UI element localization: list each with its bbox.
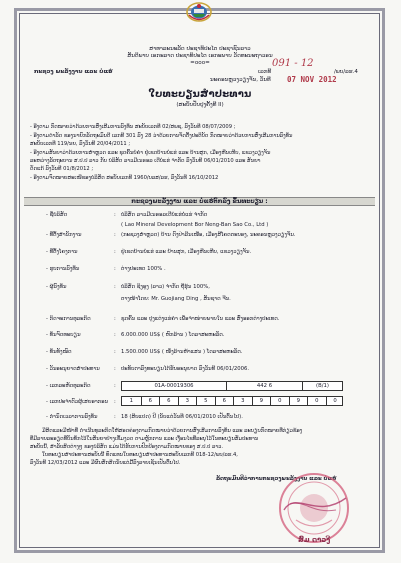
field-value: ຕາງໜ້າໂດຍ: Mr. Guojiang Ding , ສັນຊາດ ຈີນ. bbox=[121, 296, 231, 302]
field-colon: : bbox=[114, 399, 116, 405]
preamble-line: ສະບັບເລກທີ 119/ນຍ, ລົງວັນທີ 20/04/2011 ; bbox=[30, 141, 131, 147]
field-label: - ຜູ້ລົງທຶນ bbox=[46, 284, 67, 290]
tax-id-digit: 0 bbox=[326, 397, 344, 405]
field-value: (ກະຊວງສຳຫຼວດ) ບ້ານ ດົງປ່າລີນເໜືອ, ເມືອງສີໂຄດຕະບອງ, ນະຄອນຫຼວງວຽງຈັນ. bbox=[121, 232, 296, 238]
header-line-2: ສັນຕິພາບ ເອກະລາດ ປະຊາທິປະໄຕ ເອກະພາບ ວັດທະນະຖາວອນ bbox=[127, 53, 273, 59]
tax-id-digit: 9 bbox=[252, 397, 271, 405]
ministry-name: ກະຊວງ ພະລັງງານ ແລະ ບໍ່ແຮ່ bbox=[34, 69, 113, 75]
reg-code-label: - ເລກລະຫັດທຸລະກິດ bbox=[46, 383, 91, 389]
term-label: - ກໍານົດເວລາການລົງທຶນ bbox=[46, 414, 98, 420]
field-label: - ທີ່ຕັ້ງສໍານັກງານ bbox=[46, 232, 82, 238]
field-value: 1.500.000 US$ ( ໜຶ່ງລ້ານຫ້າແສນ ) ໂດລາສະຫະລັດ. bbox=[121, 349, 243, 355]
field-value: ບໍລິສັດ ຊິງອູງ (ລາວ) ຈໍາກັດ ຖືຮຸ້ນ 100%, bbox=[121, 284, 210, 290]
preamble-line: ດັດແກ້ ລົງວັນທີ 01/8/2012 ; bbox=[30, 166, 94, 172]
tax-id-digit: 6 bbox=[141, 397, 160, 405]
field-colon: : bbox=[114, 266, 116, 272]
tax-id-digit: 1 bbox=[129, 398, 133, 404]
place-date-label: ນະຄອນຫຼວງວຽງຈັນ, ວັນທີ bbox=[210, 77, 271, 83]
field-value: ປະທັບຕາລົງທະບຽນໄດ້ຮັບອະນຸຍາດ ລົງວັນທີ 06/01/2006. bbox=[121, 366, 250, 372]
tax-id-digit: 0 bbox=[270, 397, 289, 405]
field-colon: : bbox=[114, 332, 116, 338]
tax-id-digit: 6 bbox=[159, 397, 178, 405]
tax-id-digit: 6 bbox=[215, 397, 234, 405]
field-value: ຕ່າງປະເທດ 100% . bbox=[121, 266, 166, 272]
field-colon: : bbox=[114, 316, 116, 322]
closing-line: ທີ່ມີລາຍລະອຽດທີ່ບັນທຶກໄວ້ໃນສັນຍາຢ່າງເຂັ້ມງວດ ຕາມຫຼັກການ ແລະ ເງື່ອນໄຂທີ່ລະບຸໄວ້ໃນທະບຽນສັມປະທານ bbox=[30, 436, 259, 442]
closing-line: ມີສິດແລະມີໜ້າທີ່ ດໍາເນີນທຸລະກິດໃຫ້ສອດຄ່ອງຕາມກົດໝາຍວ່າດ້ວຍການສົ່ງເສີມການລົງທຶນ ແລະ ລະບຽບກົດໝາຍທີ່ກ່ຽວຂ້ອງ bbox=[42, 428, 303, 434]
signatory-name: ສົມ ດາວງີ bbox=[298, 536, 331, 544]
tax-id-digit: 0 bbox=[307, 397, 326, 405]
preamble-line: - ອີງຕາມສັນຍາວ່າດ້ວຍການສຳຫຼວດ ແລະ ຂຸດຄົ້ນບໍ່ຄໍາ ຢູ່ເຂດບ້ານບໍ່ແຮ່ ແລະ ບ້ານສຸກ, ເມືອງຫີນເຫີບ, ແຂວງວຽງຈັນ bbox=[30, 150, 271, 156]
field-colon: : bbox=[114, 349, 116, 355]
field-label: - ຮູບການລົງທຶນ bbox=[46, 266, 80, 272]
handwritten-number: 091 - 12 bbox=[272, 58, 314, 69]
field-colon: : bbox=[114, 249, 116, 255]
field-value: ( Lao Mineral Development Bor Neng-Ban Sao Co., Ltd ) bbox=[121, 222, 269, 228]
closing-line: ລົງວັນທີ 12/03/2012 ແລະ ມີຜົນສັກສິດນັບແຕ່ມື້ລົງລາຍເຊັນເປັນຕົ້ນໄປ. bbox=[30, 460, 181, 466]
signature-org: ລັດຖະມົນຕີວ່າການກະຊວງພະລັງງານ ແລະ ບໍ່ແຮ່ bbox=[216, 476, 337, 482]
field-label: - ກິດຈະການທຸລະກິດ bbox=[46, 316, 91, 322]
field-label: - ທຶນຈົດທະບຽນ bbox=[46, 332, 81, 338]
field-colon: : bbox=[114, 383, 116, 389]
field-colon: : bbox=[114, 232, 116, 238]
reg-code-cell: (B/1) bbox=[302, 382, 342, 390]
field-colon: : bbox=[114, 414, 116, 420]
document-subtitle: (ສະບັບປັບປຸງຄັ້ງທີ II) bbox=[176, 102, 224, 108]
field-label: - ທີ່ຕັ້ງໂຄງການ bbox=[46, 249, 78, 255]
field-label: - ທຶນທັງໝົດ bbox=[46, 349, 72, 355]
field-label: - ວັນອະນຸຍາດສຳປະທານ bbox=[46, 366, 100, 372]
preamble-line: - ອີງຕາມດໍາລັດ ຂອງນາຍົກລັດຖະມົນຕີ ເລກທີ 301 ລົງ 28 ວ່າດ້ວຍການຈັດຕັ້ງປະຕິບັດ ກົດໝາຍວ່າດ້ວຍການສົ່ງເສີມການລົງທຶນ bbox=[30, 133, 293, 139]
reg-code-cell: 442 6 bbox=[226, 382, 302, 390]
header-line-1: ສາທາລະນະລັດ ປະຊາທິປະໄຕ ປະຊາຊົນລາວ bbox=[149, 46, 251, 52]
number-suffix: /ພບ/ລຮ.4 bbox=[334, 69, 358, 75]
field-value: ບໍລິສັດ ລາວມີເນຣອລເດີບໍ່ແຮ່ບໍ່ແຮ່ ຈໍາກັດ bbox=[121, 212, 208, 218]
reg-code-box bbox=[121, 381, 343, 391]
document-title: ໃບທະບຽນສໍາປະທານ bbox=[148, 89, 252, 100]
field-label: - ຊື່ບໍລິສັດ bbox=[46, 212, 68, 218]
term-value: 18 (ສິບແປດ) ປີ (ນັບແຕ່ວັນທີ 06/01/2010 ເປັນຕົ້ນໄປ). bbox=[121, 414, 243, 420]
number-label: ເລກທີ bbox=[258, 69, 272, 75]
national-emblem-icon bbox=[183, 0, 215, 22]
tax-id-digit: 5 bbox=[196, 397, 215, 405]
header-line-3: =ooo= bbox=[190, 60, 210, 66]
field-value: ຂຸດຄົ້ນ ແລະ ປຸງແຕ່ງແຮ່ຄໍາ ເພື່ອຈໍາໜ່າຍພາຍໃນ ແລະ ສົ່ງອອກຕ່າງປະເທດ. bbox=[121, 316, 280, 322]
tax-id-digit: 3 bbox=[178, 397, 197, 405]
closing-line: ສະບັບນີ້, ສໍາລັບສິດຕ່າງໆ ຂອງບໍລິສັດ ແມ່ນໄດ້ຮັບການປົກປ້ອງຕາມກົດໝາຍຂອງ ສ.ປ.ປ ລາວ. bbox=[30, 444, 224, 450]
tax-id-box bbox=[121, 396, 343, 406]
field-colon: : bbox=[114, 212, 116, 218]
official-seal-icon bbox=[276, 470, 352, 546]
preamble-line: - ອີງຕາມຈົດໝາຍສະເໜີຂອງບໍລິສັດ ສະບັບເລກທີ 1960/ບລສ/ລຮ, ລົງວັນທີ 16/10/2012 bbox=[30, 175, 219, 181]
preamble-line: - ອີງຕາມ ກົດໝາຍວ່າດ້ວຍການສົ່ງເສີມການລົງທຶນ ສະບັບເລກທີ 02/ສພຊ, ລົງວັນທີ 08/07/2009 ; bbox=[30, 124, 236, 130]
field-colon: : bbox=[114, 366, 116, 372]
field-value: ຢູ່ເຂດບ້ານບໍ່ແຮ່ ແລະ ບ້ານສຸກ, ເມືອງຫີນເຫີບ, ແຂວງວຽງຈັນ. bbox=[121, 249, 252, 255]
date-stamp: 07 NOV 2012 bbox=[287, 75, 337, 84]
field-colon: : bbox=[114, 284, 116, 290]
tax-id-digit: 9 bbox=[289, 397, 308, 405]
reg-code-cell: 01A-00019306 bbox=[154, 383, 194, 389]
tax-id-digit: 3 bbox=[233, 397, 252, 405]
section-title: ກະຊວງພະລັງງານ ແລະ ບໍ່ແຮ່ຕົກລົງ ຂຶ້ນທະບຽນ : bbox=[131, 198, 268, 205]
field-value: 6.000.000 US$ ( ຫົກລ້ານ ) ໂດລາສະຫະລັດ. bbox=[121, 332, 225, 338]
closing-line: ໃບທະບຽນສໍາປະທານສະບັບນີ້ ທົດແທນໃບທະບຽນສໍາປະທານສະບັບເລກທີ 018-12/ພບ/ລຮ.4, bbox=[42, 452, 238, 458]
preamble-line: ລະຫວ່າງລັດຖະບານ ສ.ປ.ປ ລາວ ກັບ ບໍລິສັດ ລາວມີເນຣອລ ເດີບໍ່ແຮ່ ຈໍາກັດ ລົງວັນທີ 06/01/2010 ແລະ ສັນຍາ bbox=[30, 158, 261, 164]
tax-id-label: - ເລກປະຈໍາຕົວຜູ້ເສຍອາກອນ bbox=[46, 399, 109, 405]
